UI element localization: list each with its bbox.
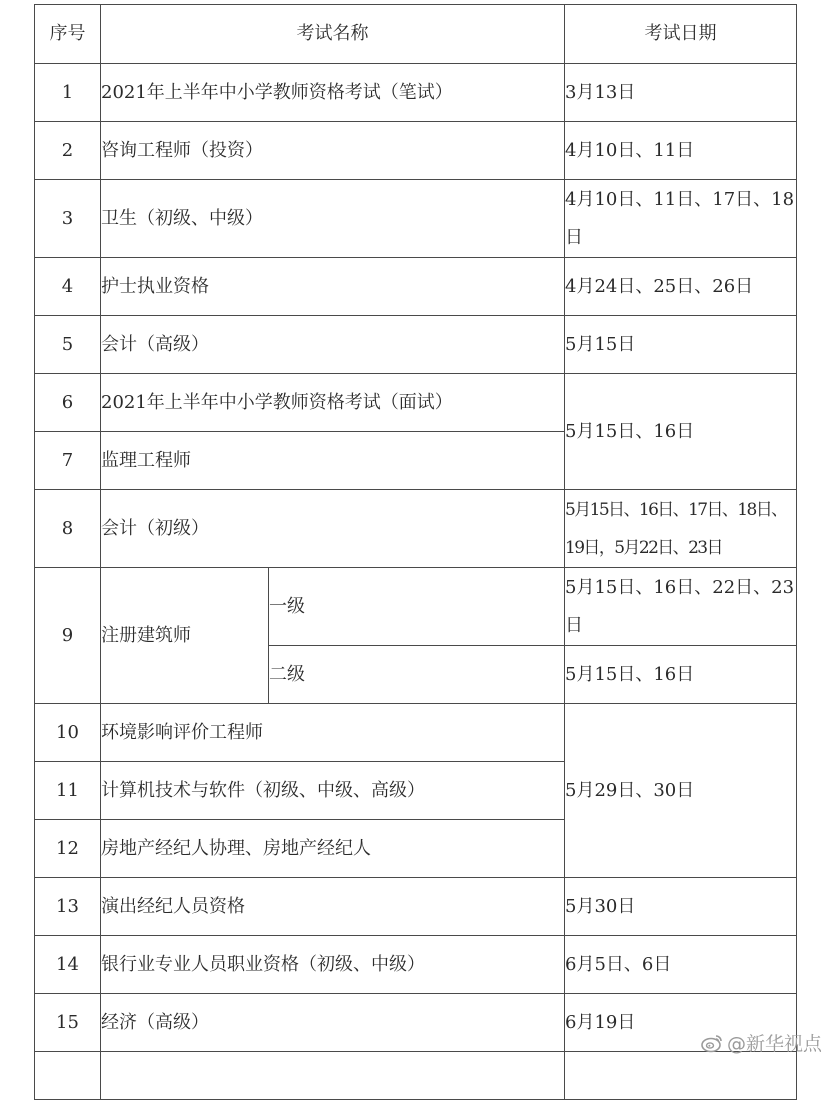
table-row xyxy=(35,258,797,316)
exam-name: 2021年上半年中小学教师资格考试（笔试） xyxy=(101,64,565,122)
table-row xyxy=(35,878,797,936)
row-number: 11 xyxy=(35,762,101,820)
exam-name: 护士执业资格 xyxy=(101,258,565,316)
exam-name: 银行业专业人员职业资格（初级、中级） xyxy=(101,936,565,994)
table-row xyxy=(35,1052,797,1100)
exam-name: 咨询工程师（投资） xyxy=(101,122,565,180)
exam-name: 2021年上半年中小学教师资格考试（面试） xyxy=(101,374,565,432)
exam-date-empty xyxy=(565,1052,797,1100)
exam-date: 4月10日、11日 xyxy=(565,122,797,180)
row-number: 13 xyxy=(35,878,101,936)
table-row xyxy=(35,994,797,1052)
header-date: 考试日期 xyxy=(565,5,797,64)
row-number: 3 xyxy=(35,180,101,258)
exam-date: 6月19日 xyxy=(565,994,797,1052)
row-number-empty xyxy=(35,1052,101,1100)
exam-schedule-table xyxy=(34,4,797,1100)
table-row xyxy=(35,490,797,568)
row-number: 5 xyxy=(35,316,101,374)
table-row xyxy=(35,374,797,432)
header-no: 序号 xyxy=(35,5,101,64)
exam-date: 5月15日、16日、22日、23日 xyxy=(565,568,797,646)
row-number: 14 xyxy=(35,936,101,994)
exam-date: 5月30日 xyxy=(565,878,797,936)
row-number: 6 xyxy=(35,374,101,432)
watermark-text: @新华视点 xyxy=(726,1033,822,1055)
weibo-icon xyxy=(700,1033,724,1053)
table-row xyxy=(35,180,797,258)
exam-date: 5月15日、16日、17日、18日、19日，5月22日、23日 xyxy=(565,490,797,568)
exam-name: 卫生（初级、中级） xyxy=(101,180,565,258)
table-row xyxy=(35,122,797,180)
row-number: 8 xyxy=(35,490,101,568)
exam-name: 会计（初级） xyxy=(101,490,565,568)
table-row xyxy=(35,704,797,762)
exam-date: 3月13日 xyxy=(565,64,797,122)
exam-name: 会计（高级） xyxy=(101,316,565,374)
row-number: 2 xyxy=(35,122,101,180)
row-number: 15 xyxy=(35,994,101,1052)
row-number: 1 xyxy=(35,64,101,122)
exam-name: 房地产经纪人协理、房地产经纪人 xyxy=(101,820,565,878)
exam-date: 5月29日、30日 xyxy=(565,704,797,878)
row-number: 9 xyxy=(35,568,101,704)
exam-date: 5月15日、16日 xyxy=(565,646,797,704)
sub-level: 二级 xyxy=(269,646,565,704)
row-number: 10 xyxy=(35,704,101,762)
table-row xyxy=(35,64,797,122)
exam-name: 监理工程师 xyxy=(101,432,565,490)
table-row xyxy=(35,568,797,646)
exam-name: 注册建筑师 xyxy=(101,568,269,704)
row-number: 4 xyxy=(35,258,101,316)
table-row xyxy=(35,316,797,374)
exam-date: 4月10日、11日、17日、18日 xyxy=(565,180,797,258)
exam-name: 演出经纪人员资格 xyxy=(101,878,565,936)
row-number: 7 xyxy=(35,432,101,490)
sub-level: 一级 xyxy=(269,568,565,646)
exam-date: 6月5日、6日 xyxy=(565,936,797,994)
header-row xyxy=(35,5,797,64)
exam-name: 经济（高级） xyxy=(101,994,565,1052)
row-number: 12 xyxy=(35,820,101,878)
table-row xyxy=(35,936,797,994)
exam-name: 计算机技术与软件（初级、中级、高级） xyxy=(101,762,565,820)
exam-date: 5月15日、16日 xyxy=(565,374,797,490)
watermark xyxy=(700,1029,822,1056)
exam-name: 环境影响评价工程师 xyxy=(101,704,565,762)
header-name: 考试名称 xyxy=(101,5,565,64)
exam-date: 4月24日、25日、26日 xyxy=(565,258,797,316)
exam-name-empty xyxy=(101,1052,565,1100)
exam-date: 5月15日 xyxy=(565,316,797,374)
